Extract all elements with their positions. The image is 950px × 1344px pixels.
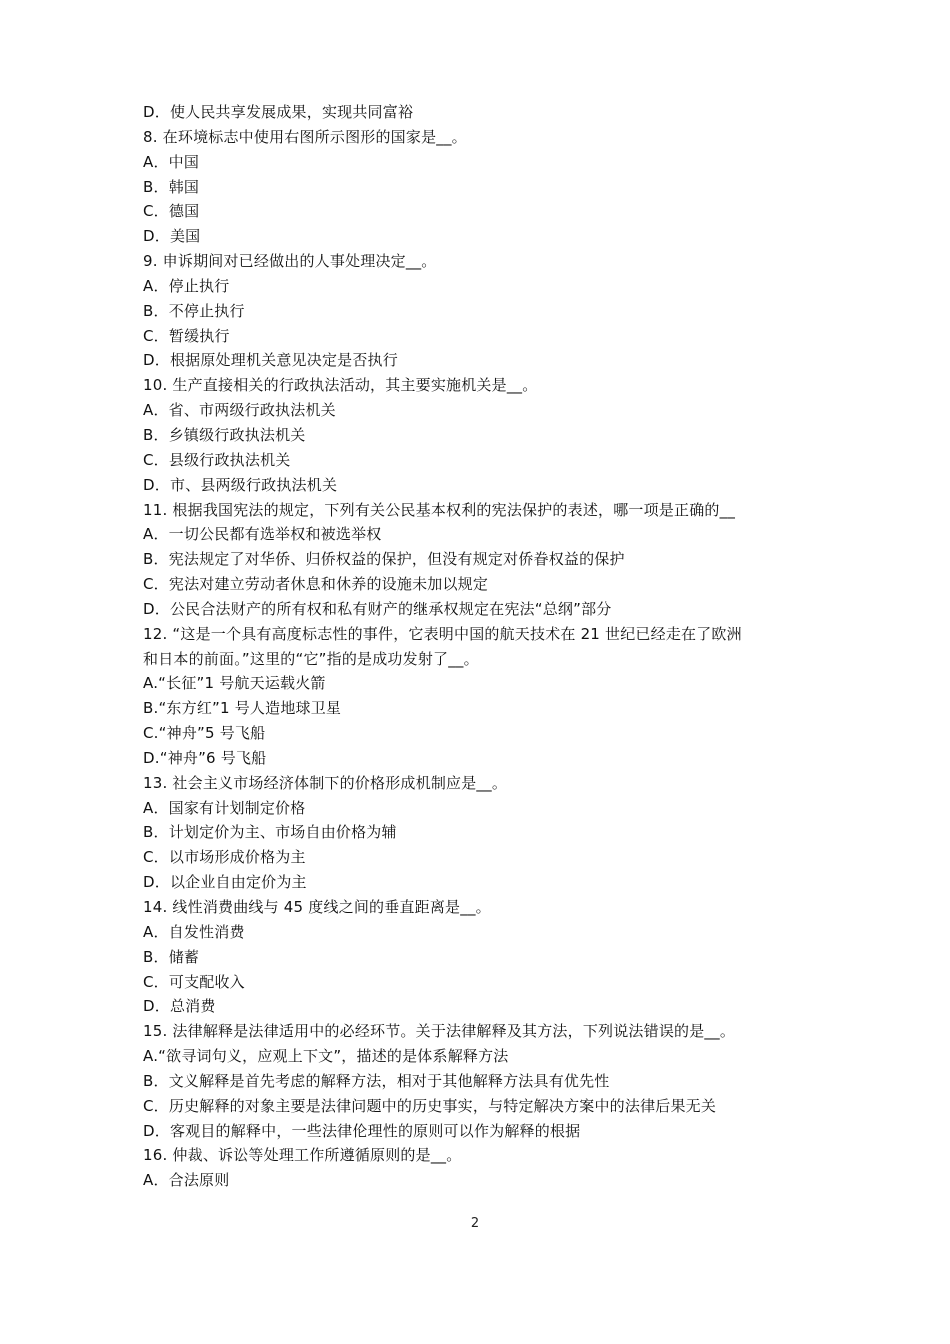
text-line: 和日本的前面。”这里的“它”指的是成功发射了__。 <box>143 649 479 668</box>
text-line: D．总消费 <box>143 997 216 1016</box>
text-line: 9. 申诉期间对已经做出的人事处理决定__。 <box>143 252 437 271</box>
text-line: B．乡镇级行政执法机关 <box>143 425 306 444</box>
text-line: B．计划定价为主、市场自由价格为辅 <box>143 823 397 842</box>
text-line: C．以市场形成价格为主 <box>143 848 306 867</box>
text-line: 12. “这是一个具有高度标志性的事件，它表明中国的航天技术在 21 世纪已经走在了欧洲 <box>143 624 742 643</box>
document-body <box>143 100 823 1193</box>
text-line: 16. 仲裁、诉讼等处理工作所遵循原则的是__。 <box>143 1146 462 1165</box>
text-line: D．美国 <box>143 227 201 246</box>
text-line: C．可支配收入 <box>143 972 245 991</box>
text-line: C．德国 <box>143 202 200 221</box>
text-line: 13. 社会主义市场经济体制下的价格形成机制应是__。 <box>143 773 508 792</box>
text-line: D．市、县两级行政执法机关 <box>143 475 338 494</box>
text-line: A.“长征”1 号航天运载火箭 <box>143 674 326 693</box>
text-line: A．国家有计划制定价格 <box>143 798 306 817</box>
text-line: B．宪法规定了对华侨、归侨权益的保护，但没有规定对侨眷权益的保护 <box>143 550 625 569</box>
text-line: C.“神舟”5 号飞船 <box>143 724 266 743</box>
text-line: A．省、市两级行政执法机关 <box>143 401 336 420</box>
text-line: 15. 法律解释是法律适用中的必经环节。关于法律解释及其方法，下列说法错误的是__。 <box>143 1022 736 1041</box>
text-line: D．以企业自由定价为主 <box>143 873 307 892</box>
text-line: C．宪法对建立劳动者休息和休养的设施未加以规定 <box>143 575 489 594</box>
text-line: B．文义解释是首先考虑的解释方法，相对于其他解释方法具有优先性 <box>143 1071 610 1090</box>
text-line: A．停止执行 <box>143 276 230 295</box>
text-line: 10. 生产直接相关的行政执法活动，其主要实施机关是__。 <box>143 376 538 395</box>
text-line: C．历史解释的对象主要是法律问题中的历史事实，与特定解决方案中的法律后果无关 <box>143 1096 717 1115</box>
text-line: 8. 在环境标志中使用右图所示图形的国家是__。 <box>143 127 467 146</box>
text-line: D．根据原处理机关意见决定是否执行 <box>143 351 398 370</box>
text-line: D．使人民共享发展成果，实现共同富裕 <box>143 103 414 121</box>
page-number: 2 <box>470 1216 480 1231</box>
text-line: A．自发性消费 <box>143 922 245 941</box>
text-line: A．合法原则 <box>143 1171 230 1190</box>
text-line: A．中国 <box>143 152 200 171</box>
text-line: A.“欲寻词句义，应观上下文”，描述的是体系解释方法 <box>143 1047 509 1066</box>
text-line: 11. 根据我国宪法的规定，下列有关公民基本权利的宪法保护的表述，哪一项是正确的__ <box>143 500 736 519</box>
text-line: C．暂缓执行 <box>143 326 230 345</box>
text-line: B．不停止执行 <box>143 301 245 320</box>
text-line: D.“神舟”6 号飞船 <box>143 748 267 767</box>
text-line: 14. 线性消费曲线与 45 度线之间的垂直距离是__。 <box>143 898 491 916</box>
text-line: D．公民合法财产的所有权和私有财产的继承权规定在宪法“总纲”部分 <box>143 599 612 618</box>
text-line: B.“东方红”1 号人造地球卫星 <box>143 699 342 718</box>
text-line: A．一切公民都有选举权和被选举权 <box>143 525 382 544</box>
text-line: C．县级行政执法机关 <box>143 450 291 469</box>
text-line: B．韩国 <box>143 177 200 196</box>
text-line: B．储蓄 <box>143 947 200 966</box>
text-line: D．客观目的解释中，一些法律伦理性的原则可以作为解释的根据 <box>143 1121 581 1140</box>
